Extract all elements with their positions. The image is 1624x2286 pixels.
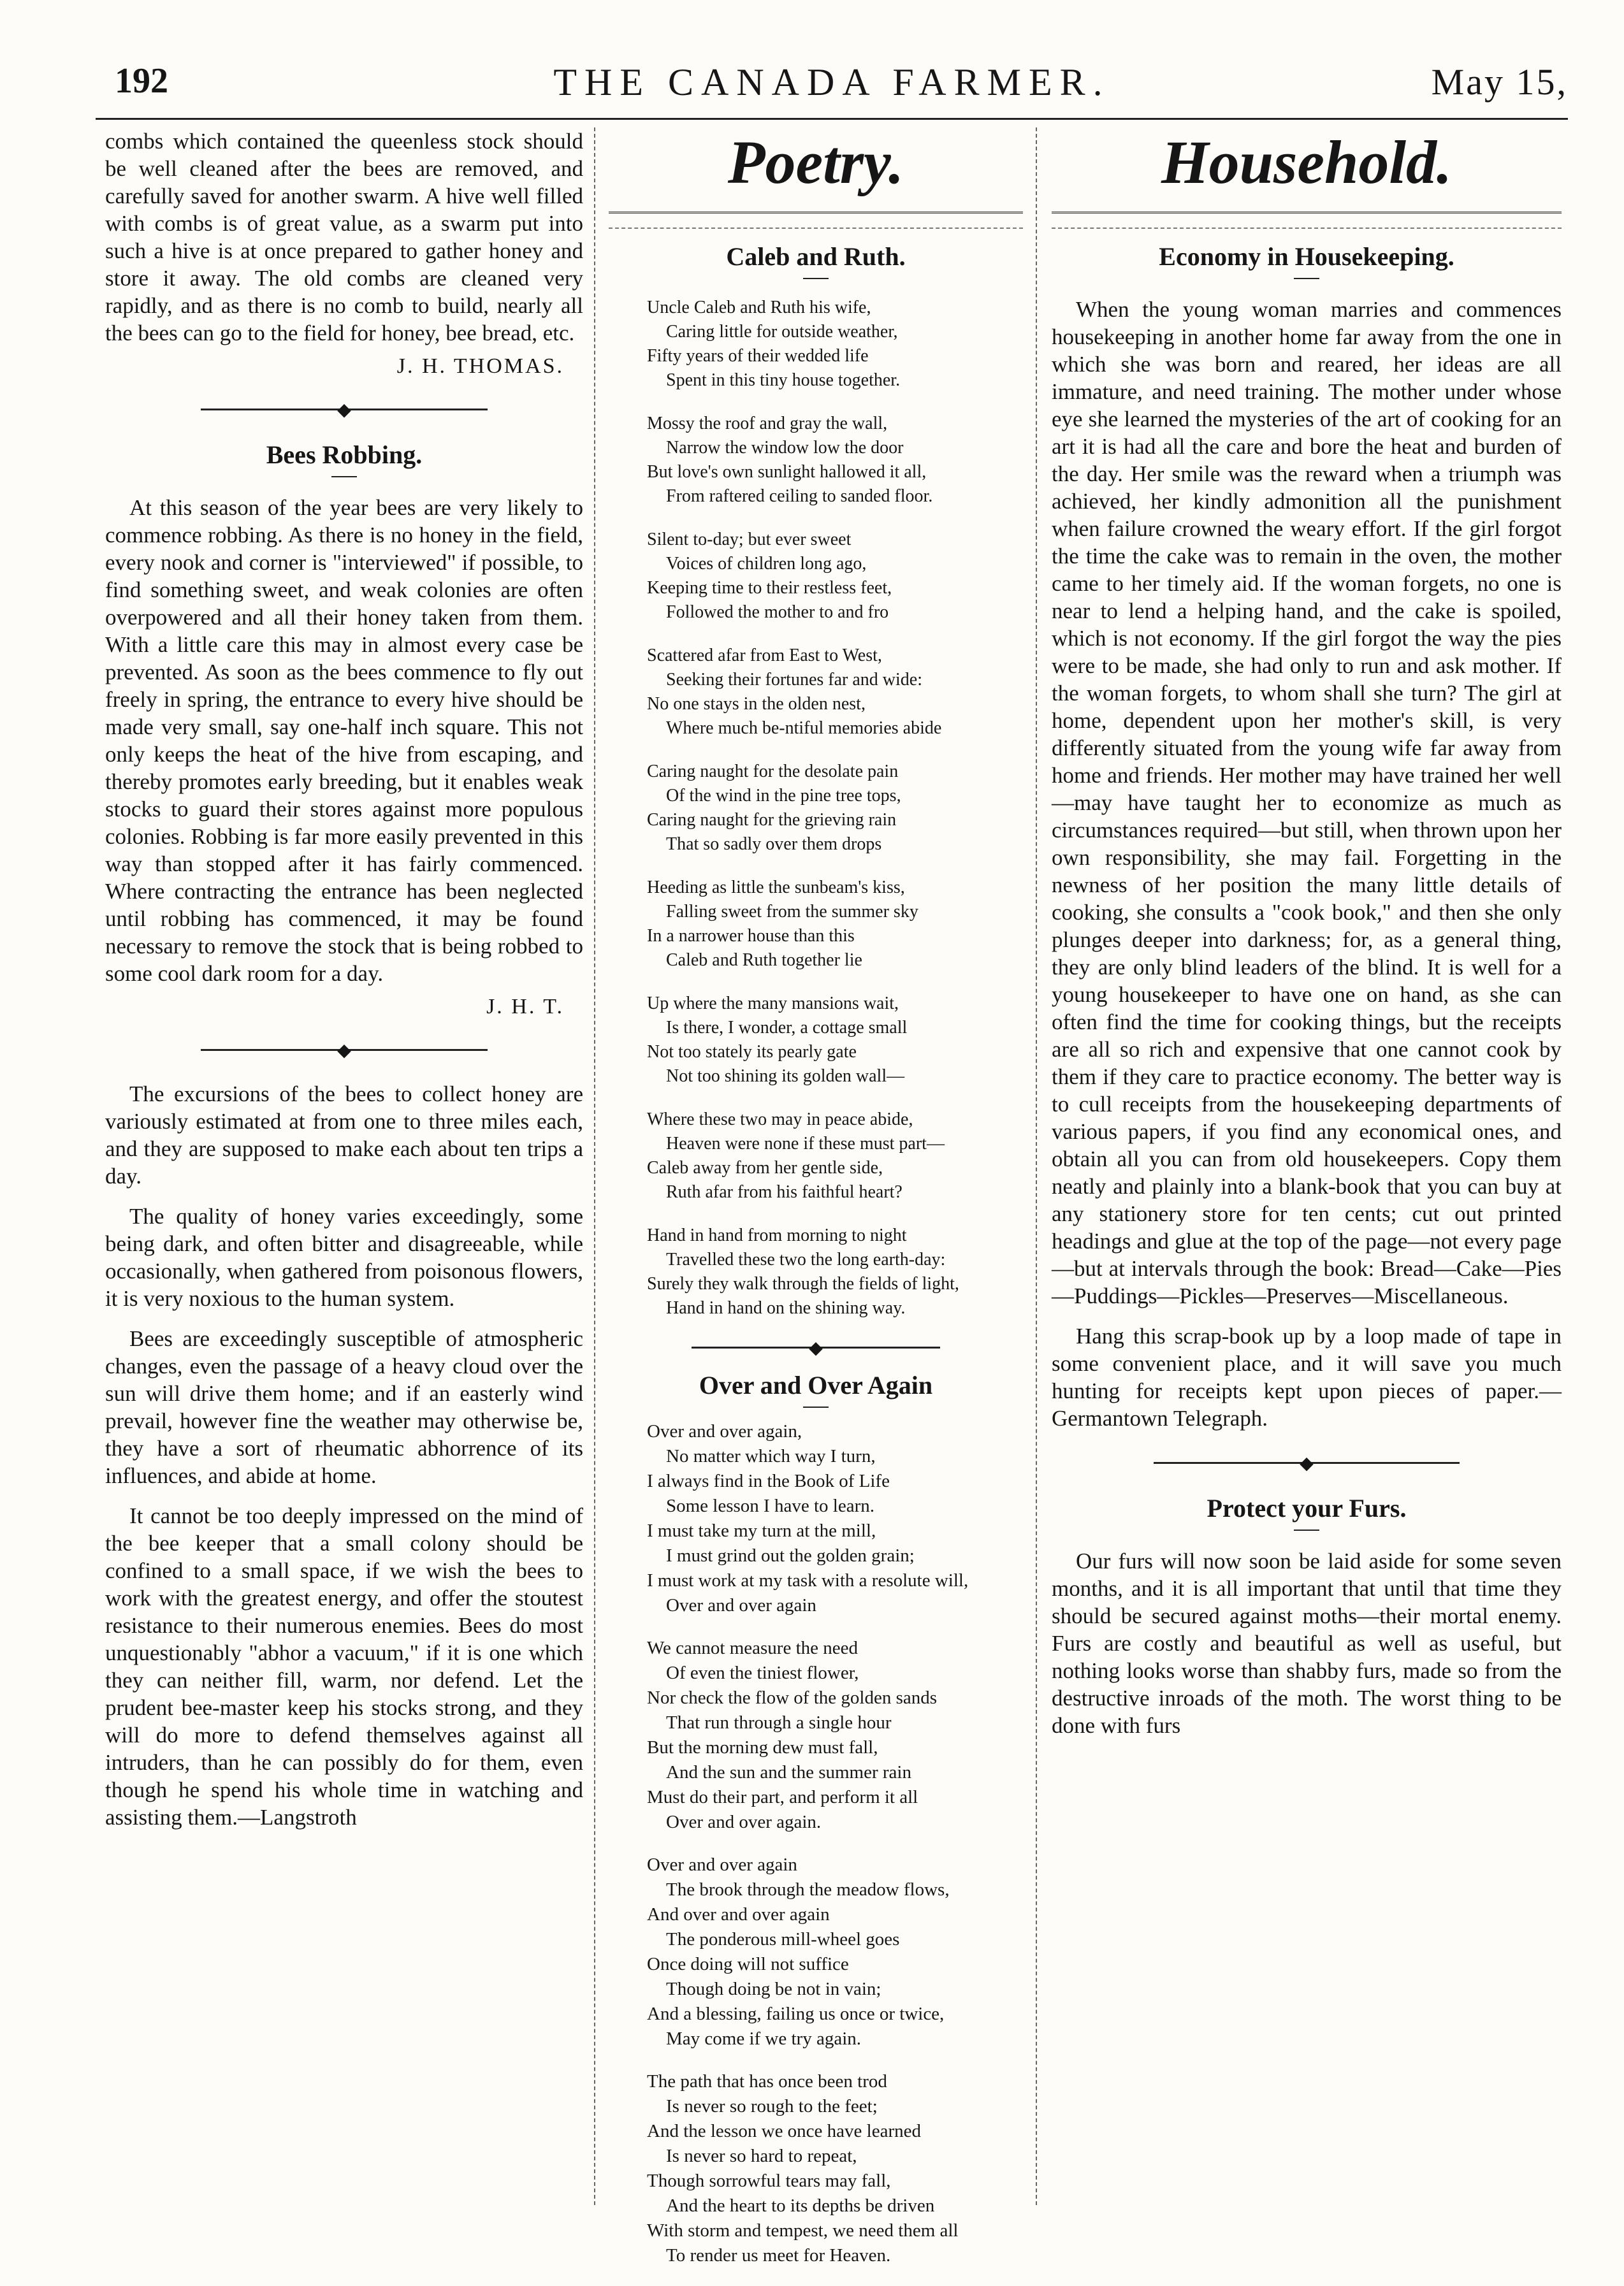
- poem-line: Caring naught for the grieving rain: [647, 810, 897, 830]
- poem-line: Fifty years of their wedded life: [647, 346, 869, 366]
- poem-line: Not too shining its golden wall—: [666, 1066, 905, 1086]
- poem-line: In a narrower house than this: [647, 926, 855, 946]
- poem-line: Where much be-ntiful memories abide: [666, 718, 942, 738]
- poem-line: Uncle Caleb and Ruth his wife,: [647, 298, 871, 317]
- poem-caleb-and-ruth: [609, 296, 1023, 1320]
- poem-line: Over and over again: [647, 1855, 797, 1875]
- poem-line: Over and over again,: [647, 1421, 802, 1442]
- poem-line: Caring little for outside weather,: [666, 322, 898, 342]
- masthead-title: THE CANADA FARMER.: [553, 61, 1110, 103]
- signature-thomas: J. H. THOMAS.: [396, 354, 564, 378]
- poem-line: Hand in hand from morning to night: [647, 1226, 907, 1245]
- poem-line: That run through a single hour: [666, 1712, 892, 1733]
- poem-line: Though sorrowful tears may fall,: [647, 2171, 891, 2191]
- article-title-furs: Protect your Furs.: [1207, 1494, 1407, 1523]
- poem-line: Silent to-day; but ever sweet: [647, 530, 852, 549]
- poem-line: Spent in this tiny house together.: [666, 370, 901, 390]
- paragraph-scrap-book: Hang this scrap-book up by a loop made of tape in some convenient place, and it will save you much hunting for receipts kept upon pieces of paper.—Germantown Telegraph.: [1052, 1324, 1562, 1431]
- column-poetry: [609, 127, 1023, 2286]
- poem-line: Though doing be not in vain;: [666, 1979, 881, 1999]
- article-body-robbing: At this season of the year bees are very likely to commence robbing. As there is no honey in the field, every nook and corner is "interviewed" if possible, to find something sweet, and weak colonies are often overpowered and all their honey taken from them. With a little care this may in almost every case be prevented. As soon as the bees commence to fly out freely in spring, the entrance to every hive should be made very small, say one-half inch square. This not only keeps the heat of the hive from escaping, and thereby promotes early breeding, but it enables weak stocks to guard their stores against more populous colonies. Robbing is far more easily prevented in this way than stopped after it has fairly commenced. Where contracting the entrance has been neglected until robbing has commenced, it may be found necessary to remove the stock that is being robbed to some cool dark room for a day.: [105, 495, 583, 986]
- poem-line: The path that has once been trod: [647, 2071, 887, 2092]
- poem-line: I must work at my task with a resolute will,: [647, 1570, 969, 1591]
- poem-line: Narrow the window low the door: [666, 438, 904, 458]
- poem-line: Heaven were none if these must part—: [666, 1134, 945, 1154]
- poem-line: Heeding as little the sunbeam's kiss,: [647, 878, 905, 897]
- poem-line: And the heart to its depths be driven: [666, 2196, 935, 2216]
- poem-line: Caring naught for the desolate pain: [647, 762, 899, 781]
- poem-over-and-over-again: [609, 1419, 1023, 2268]
- poem-line: Nor check the flow of the golden sands: [647, 1688, 938, 1708]
- title-rule: [803, 278, 829, 279]
- poem-line: From raftered ceiling to sanded floor.: [666, 486, 933, 506]
- poem-line: Over and over again: [666, 1595, 816, 1616]
- heading-rule: [1052, 212, 1562, 213]
- heading-dash-rule: [1052, 228, 1562, 229]
- poem-line: No one stays in the olden nest,: [647, 694, 866, 714]
- poem-line: And a blessing, failing us once or twice,: [647, 2004, 945, 2024]
- column-divider-1: [594, 127, 595, 2205]
- article-title-robbing: Bees Robbing.: [266, 440, 423, 469]
- column-household: [1052, 127, 1562, 1739]
- section-heading-poetry: Poetry.: [727, 128, 904, 196]
- poem-stanza: [647, 528, 1023, 625]
- ornament-divider: [1052, 1455, 1562, 1470]
- article-body-furs: Our furs will now soon be laid aside for some seven months, and it is all important that until that time they should be secured against moths—their mortal enemy. Furs are costly and beautiful as well as useful, but nothing looks worse than shabby furs, made so from the destructive inroads of the moth. The worst thing to be done with furs: [1052, 1549, 1562, 1738]
- poem-line: Caleb and Ruth together lie: [666, 950, 862, 970]
- poem-line: The brook through the meadow flows,: [666, 1879, 950, 1900]
- poem-line: Scattered afar from East to West,: [647, 646, 882, 665]
- poem-line: Seeking their fortunes far and wide:: [666, 670, 922, 690]
- poem-stanza: [647, 1224, 1023, 1320]
- poem-line: Falling sweet from the summer sky: [666, 902, 918, 922]
- issue-date: May 15,: [1431, 61, 1568, 103]
- poem-line: Caleb away from her gentle side,: [647, 1158, 883, 1178]
- title-rule: [1294, 1530, 1319, 1531]
- poem-stanza: [647, 412, 1023, 509]
- poem-line: No matter which way I turn,: [666, 1446, 876, 1466]
- poem-line: Over and over again.: [666, 1812, 822, 1832]
- poem-line: I must take my turn at the mill,: [647, 1521, 876, 1541]
- poem-stanza: [647, 2069, 1023, 2268]
- header-rule: [96, 118, 1568, 120]
- poem-line: Of even the tiniest flower,: [666, 1663, 859, 1683]
- poem-line: But love's own sunlight hallowed it all,: [647, 462, 927, 482]
- poem-stanza: [647, 1419, 1023, 1618]
- title-rule: [1294, 278, 1319, 279]
- poem-stanza: [647, 760, 1023, 857]
- page-header: [96, 61, 1568, 112]
- poem-line: Up where the many mansions wait,: [647, 994, 899, 1013]
- article-title-economy: Economy in Housekeeping.: [1159, 242, 1454, 271]
- poem-line: Followed the mother to and fro: [666, 602, 889, 622]
- poem-line: Is never so hard to repeat,: [666, 2146, 857, 2166]
- poem-line: Voices of children long ago,: [666, 554, 867, 574]
- signature-jht: J. H. T.: [486, 995, 564, 1018]
- section-heading-household: Household.: [1161, 128, 1453, 196]
- heading-rule: [609, 212, 1023, 213]
- column-bees: [105, 127, 583, 1831]
- paragraph-excursions: The excursions of the bees to collect honey are variously estimated at from one to three miles each, and they are supposed to make each about ten trips a day.: [105, 1082, 583, 1189]
- poem-line: Where these two may in peace abide,: [647, 1110, 913, 1129]
- poem-line: The ponderous mill-wheel goes: [666, 1929, 900, 1950]
- poem-line: And over and over again: [647, 1904, 830, 1925]
- poem-line: Ruth afar from his faithful heart?: [666, 1182, 903, 1202]
- poem-line: Of the wind in the pine tree tops,: [666, 786, 901, 806]
- paragraph-small-colony: It cannot be too deeply impressed on the mind of the bee keeper that a small colony should be confined to a small space, if we wish the bees to work with the greatest energy, and offer the stoutest resistance to their numerous enemies. Bees do most unquestionably "abhor a vacuum," if it is one which they can neither fill, warm, nor defend. Let the prudent bee-master keep his stocks strong, and they will do more to defend themselves against all intruders, than he can possibly do for them, even though he spend his whole time in watching and assisting them.—Langstroth: [105, 1503, 583, 1830]
- poem-stanza: [647, 644, 1023, 741]
- title-rule: [803, 1407, 829, 1408]
- heading-dash-rule: [609, 228, 1023, 229]
- page-number: 192: [115, 61, 168, 101]
- title-rule: [331, 476, 357, 477]
- poem-line: May come if we try again.: [666, 2029, 862, 2049]
- poem-line: Not too stately its pearly gate: [647, 1042, 857, 1062]
- poem-line: And the sun and the summer rain: [666, 1762, 911, 1783]
- poem-line: Is there, I wonder, a cottage small: [666, 1018, 908, 1038]
- poem-stanza: [647, 876, 1023, 973]
- poem-stanza: [647, 296, 1023, 393]
- poem-stanza: [647, 1853, 1023, 2051]
- poem-line: Is never so rough to the feet;: [666, 2096, 878, 2116]
- poem-line: Hand in hand on the shining way.: [666, 1298, 906, 1318]
- ornament-divider: [105, 401, 583, 417]
- poem-stanza: [647, 1636, 1023, 1835]
- poem-line: Surely they walk through the fields of light,: [647, 1274, 959, 1294]
- poem-stanza: [647, 992, 1023, 1089]
- article-continued: combs which contained the queenless stock should be well cleaned after the bees are removed, and carefully saved for another swarm. A hive well filled with combs is of great value, as a swarm put into such a hive is at once prepared to gather honey and store it away. The old combs are cleaned very rapidly, and as there is no comb to build, nearly all the bees can go to the field for honey, bee bread, etc.: [105, 129, 583, 345]
- poem-line: With storm and tempest, we need them all: [647, 2220, 959, 2241]
- poem-line: But the morning dew must fall,: [647, 1737, 878, 1758]
- poem-line: Mossy the roof and gray the wall,: [647, 414, 888, 433]
- poem-line: I always find in the Book of Life: [647, 1471, 890, 1491]
- article-body-economy: When the young woman marries and commences housekeeping in another home far away from the one in which she was born and reared, her ideas are all immature, and need training. The mother under whose eye she learned the mysteries of the art of cooking for an art it is had all the care and bore the heat and burden of the day. Her smile was the reward when a triumph was achieved, her kindly admonition all the punishment when failure crowned the weary effort. If the girl forgot the time the cake was to remain in the oven, the mother came to her timely aid. If the woman forgets, no one is near to lend a helping hand, and the cake is spoiled, which is not economy. If the girl forgot the way the pies were to be made, she had only to run and ask mother. If the woman forgets, to whom shall she turn? The girl at home, dependent upon her mother's skill, is very differently situated from the young wife far away from home and friends. Her mother may have trained her well—may have taught her to economize as much as circumstances required—but still, when thrown upon her own responsibility, she may fail. Forgetting in the newness of her position the many little details of cooking, she consults a "cook book," and then she only plunges deeper into darkness; for, as a general thing, they are only blind leaders of the blind. It is well for a young housekeeper to have one on hand, as she can often find the time for cooking things, but the receipts are all so rich and expensive that one cannot cook by them if they care to practice economy. The better way is to cull receipts from the housekeeping departments of various papers, if you find any economical ones, and obtain all you can from old housekeepers. Copy them neatly and plainly into a blank-book that you can buy at any stationery store for ten cents; cut out printed headings and glue at the top of the page—not every page—but at intervals through the book: Bread—Cake—Pies—Puddings—Pickles—Preserves—Miscellaneous.: [1052, 297, 1562, 1308]
- poem-line: I must grind out the golden grain;: [666, 1545, 915, 1566]
- paragraph-quality: The quality of honey varies exceedingly, some being dark, and often bitter and disagreeable, while occasionally, when gathered from poisonous flowers, it is very noxious to the human system.: [105, 1204, 583, 1311]
- column-divider-2: [1036, 127, 1037, 2205]
- poem-title-caleb: Caleb and Ruth.: [726, 242, 906, 271]
- poem-title-over-again: Over and Over Again: [699, 1371, 933, 1400]
- poem-stanza: [647, 1108, 1023, 1204]
- poem-line: We cannot measure the need: [647, 1638, 859, 1658]
- poem-line: To render us meet for Heaven.: [666, 2245, 891, 2266]
- poem-line: Must do their part, and perform it all: [647, 1787, 918, 1807]
- ornament-divider: [105, 1042, 583, 1057]
- poem-line: And the lesson we once have learned: [647, 2121, 922, 2141]
- poem-line: Some lesson I have to learn.: [666, 1496, 874, 1516]
- ornament-divider: [609, 1340, 1023, 1355]
- poem-line: Keeping time to their restless feet,: [647, 578, 892, 598]
- paragraph-atmospheric: Bees are exceedingly susceptible of atmospheric changes, even the passage of a heavy cloud over the sun will drive them home; and if an easterly wind prevail, however fine the weather may otherwise be, they have a sort of rheumatic abhorrence of its influences, and abide at home.: [105, 1326, 583, 1488]
- poem-line: That so sadly over them drops: [666, 834, 882, 854]
- poem-line: Travelled these two the long earth-day:: [666, 1250, 946, 1270]
- poem-line: Once doing will not suffice: [647, 1954, 849, 1974]
